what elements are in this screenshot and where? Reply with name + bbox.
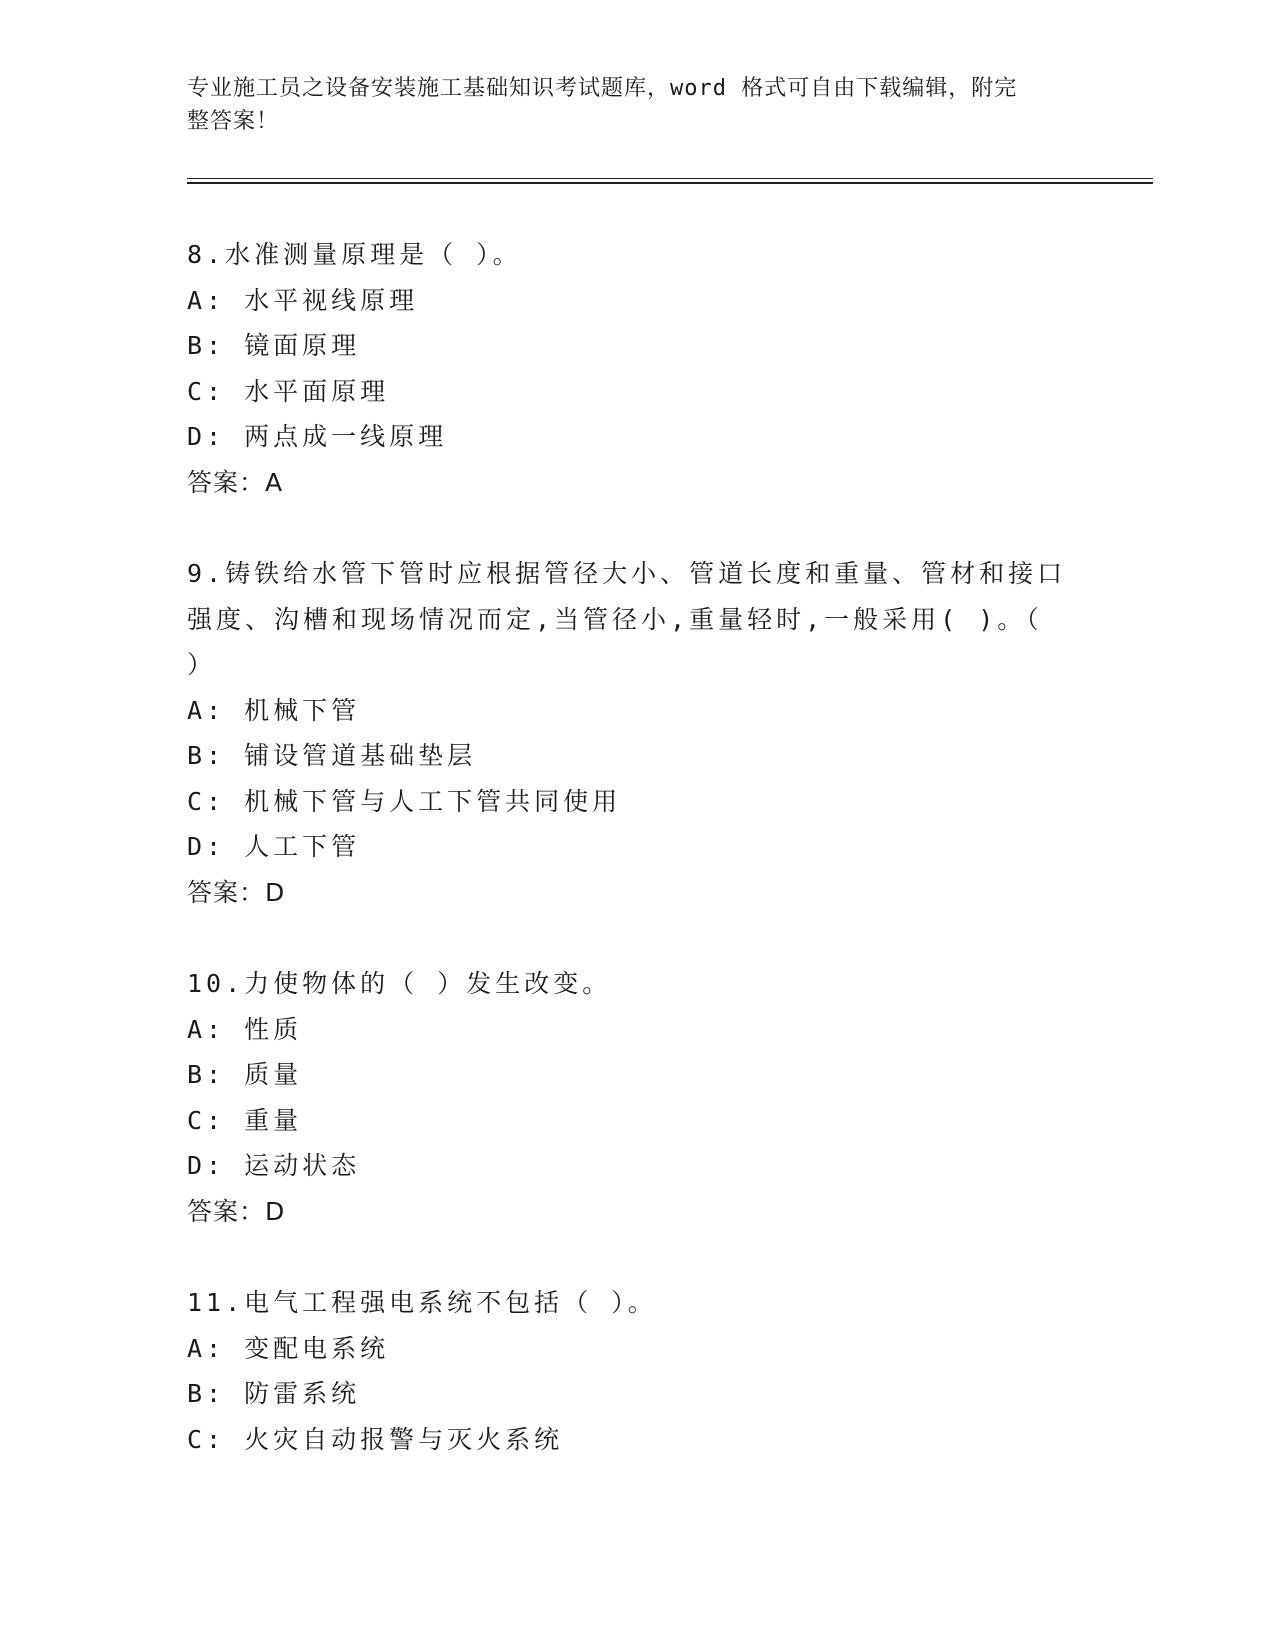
question-stem: 8.水准测量原理是（ ）。 (187, 240, 522, 269)
option-c: C: 重量 (187, 1105, 303, 1135)
option-b: B: 镜面原理 (187, 331, 361, 360)
question-stem: 强度、沟槽和现场情况而定,当管径小,重量轻时,一般采用( )。（ (187, 604, 1043, 634)
question-stem: ） (187, 650, 217, 679)
document-header (187, 72, 1067, 138)
option-d: D: 人工下管 (187, 832, 361, 861)
header-rule-thin (187, 178, 1153, 179)
option-a: A: 水平视线原理 (187, 285, 419, 315)
question-stem: 9.铸铁给水管下管时应根据管径大小、管道长度和重量、管材和接口 (187, 559, 1067, 588)
question-11 (187, 1280, 1067, 1462)
header-line-2: 整答案！ (187, 109, 280, 134)
option-d: D: 运动状态 (187, 1151, 361, 1180)
option-b: B: 质量 (187, 1060, 303, 1089)
answer-label: 答案：D (187, 877, 286, 907)
question-8 (187, 232, 1067, 505)
option-d: D: 两点成一线原理 (187, 422, 448, 451)
question-list (187, 232, 1067, 1508)
option-b: B: 防雷系统 (187, 1379, 361, 1408)
answer-label: 答案：D (187, 1196, 286, 1226)
option-c: C: 机械下管与人工下管共同使用 (187, 786, 622, 816)
question-9 (187, 551, 1067, 915)
option-b: B: 铺设管道基础垫层 (187, 741, 477, 770)
header-rule-thick (187, 182, 1153, 184)
header-line-1: 专业施工员之设备安装施工基础知识考试题库，word 格式可自由下载编辑，附完 (187, 76, 1018, 101)
option-c: C: 火灾自动报警与灭火系统 (187, 1424, 564, 1454)
question-10 (187, 961, 1067, 1234)
answer-label: 答案：A (187, 467, 284, 497)
option-a: A: 变配电系统 (187, 1333, 390, 1363)
option-a: A: 性质 (187, 1014, 303, 1044)
option-c: C: 水平面原理 (187, 376, 390, 406)
question-stem: 11.电气工程强电系统不包括（ ）。 (187, 1288, 657, 1317)
question-stem: 10.力使物体的（ ）发生改变。 (187, 969, 612, 998)
option-a: A: 机械下管 (187, 695, 361, 725)
